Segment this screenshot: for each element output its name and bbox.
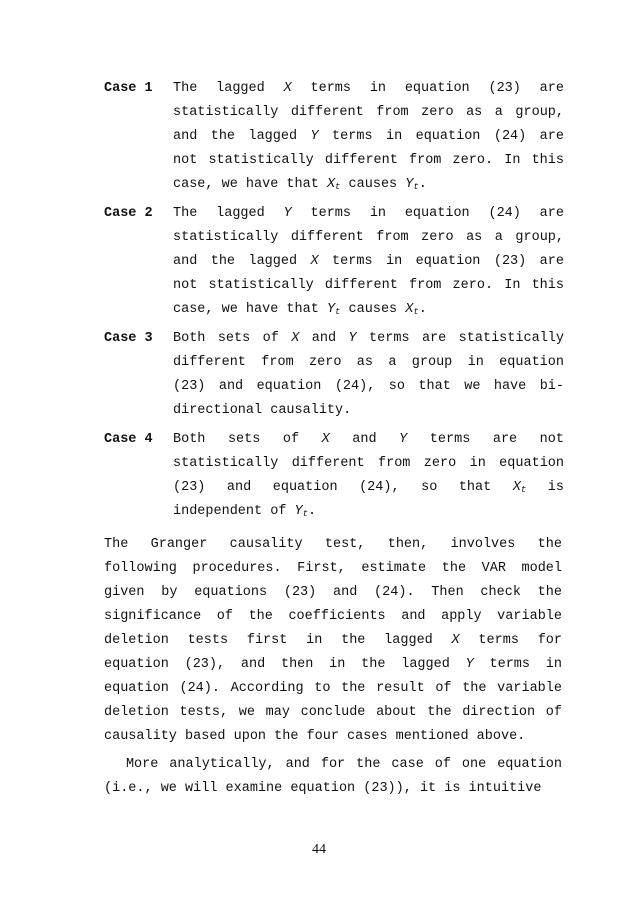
math-variable: Y	[405, 177, 414, 192]
text-line	[173, 226, 564, 250]
math-variable: Y	[399, 432, 408, 447]
text-line	[173, 428, 564, 452]
text-line	[104, 533, 562, 557]
text-run: More analytically, and for the case of one equation	[104, 757, 563, 772]
text-run: given by equations (23) and (24). Then check the	[104, 585, 562, 600]
text-run: terms are not	[407, 432, 564, 447]
text-line	[104, 581, 562, 605]
text-run: equation (24). According to the result of the variable	[104, 681, 562, 696]
text-run: and the lagged	[173, 254, 311, 269]
text-run: following procedures. First, estimate the VAR model	[104, 561, 562, 576]
case-body	[173, 327, 564, 423]
text-run: causes	[340, 302, 406, 317]
text-line	[104, 777, 562, 801]
text-run: statistically different from zero in equation	[173, 456, 564, 471]
text-line	[173, 452, 564, 476]
text-line	[104, 557, 562, 581]
text-line	[104, 605, 562, 629]
math-variable: Y	[326, 302, 336, 317]
text-line	[173, 77, 564, 101]
text-run: The lagged	[173, 206, 284, 221]
text-line	[104, 629, 562, 653]
text-line	[173, 298, 564, 322]
text-run: statistically different from zero as a group,	[173, 105, 564, 120]
math-subscript: t	[335, 307, 341, 317]
text-run: .	[308, 504, 317, 519]
math-variable: X	[512, 480, 521, 495]
text-run: not statistically different from zero. In this	[173, 278, 564, 293]
text-run: terms in equation (24) are	[318, 129, 564, 144]
case-body	[173, 428, 564, 524]
text-line	[104, 753, 562, 777]
text-run: causality based upon the four cases mentioned above.	[104, 729, 526, 744]
text-line	[173, 476, 564, 500]
math-variable: X	[310, 254, 319, 269]
body-paragraph-1	[104, 533, 562, 749]
text-run: terms in equation (24) are	[291, 206, 564, 221]
text-line	[173, 274, 564, 298]
math-variable: Y	[283, 206, 292, 221]
text-line	[173, 351, 564, 375]
math-variable: Y	[465, 657, 474, 672]
math-subscript: t	[520, 485, 527, 495]
text-run: different from zero as a group in equation	[173, 355, 564, 370]
text-line	[173, 327, 564, 351]
text-run: case, we have that	[173, 177, 327, 192]
math-subscript: t	[302, 509, 309, 519]
text-line	[173, 125, 564, 149]
text-line	[173, 399, 564, 423]
page-number: 44	[312, 842, 326, 857]
body-paragraph-2	[104, 753, 562, 801]
text-run: significance of the coefficients and apply variable	[104, 609, 562, 624]
math-subscript: t	[335, 182, 341, 192]
text-run: and	[299, 331, 349, 346]
text-run: terms for	[459, 633, 563, 648]
text-run: causes	[340, 177, 406, 192]
text-run: directional causality.	[173, 403, 352, 418]
text-run: (23) and equation (24), so that	[173, 480, 513, 495]
text-line	[173, 202, 564, 226]
text-run: not statistically different from zero. In this	[173, 153, 564, 168]
text-line	[173, 250, 564, 274]
text-line	[173, 173, 564, 197]
math-subscript: t	[413, 307, 419, 317]
text-line	[173, 375, 564, 399]
math-variable: X	[321, 432, 330, 447]
math-variable: Y	[294, 504, 303, 519]
text-run: .	[418, 302, 427, 317]
text-line	[104, 701, 562, 725]
math-variable: X	[291, 331, 300, 346]
math-variable: X	[326, 177, 336, 192]
math-variable: Y	[348, 331, 357, 346]
case-label: Case 4	[104, 432, 153, 447]
text-line	[104, 725, 562, 749]
case-label: Case 3	[104, 331, 153, 346]
text-run: is	[526, 480, 564, 495]
text-run: equation (23), and then in the lagged	[104, 657, 466, 672]
text-run: statistically different from zero as a group,	[173, 230, 564, 245]
text-run: (i.e., we will examine equation (23)), it is intuitive	[104, 781, 542, 796]
text-line	[173, 149, 564, 173]
math-variable: X	[405, 302, 414, 317]
text-run: .	[418, 177, 427, 192]
case-body	[173, 202, 564, 322]
case-label: Case 2	[104, 206, 153, 221]
text-run: deletion tests first in the lagged	[104, 633, 452, 648]
case-label: Case 1	[104, 81, 153, 96]
text-run: The Granger causality test, then, involves the	[104, 537, 562, 552]
case-body	[173, 77, 564, 197]
math-variable: X	[451, 633, 460, 648]
text-run: terms are statistically	[356, 331, 564, 346]
text-run: and the lagged	[173, 129, 311, 144]
math-variable: Y	[310, 129, 319, 144]
text-line	[173, 500, 564, 524]
math-subscript: t	[413, 182, 419, 192]
math-variable: X	[283, 81, 292, 96]
text-run: independent of	[173, 504, 295, 519]
text-line	[104, 653, 562, 677]
text-run: deletion tests, we may conclude about the direction of	[104, 705, 562, 720]
text-line	[173, 101, 564, 125]
text-run: terms in equation (23) are	[291, 81, 564, 96]
text-run: (23) and equation (24), so that we have bi-	[173, 379, 564, 394]
text-run: Both sets of	[173, 331, 292, 346]
text-run: The lagged	[173, 81, 284, 96]
text-run: Both sets of	[173, 432, 322, 447]
text-run: terms in	[473, 657, 562, 672]
text-run: and	[329, 432, 400, 447]
text-run: terms in equation (23) are	[318, 254, 564, 269]
text-line	[104, 677, 562, 701]
text-run: case, we have that	[173, 302, 327, 317]
